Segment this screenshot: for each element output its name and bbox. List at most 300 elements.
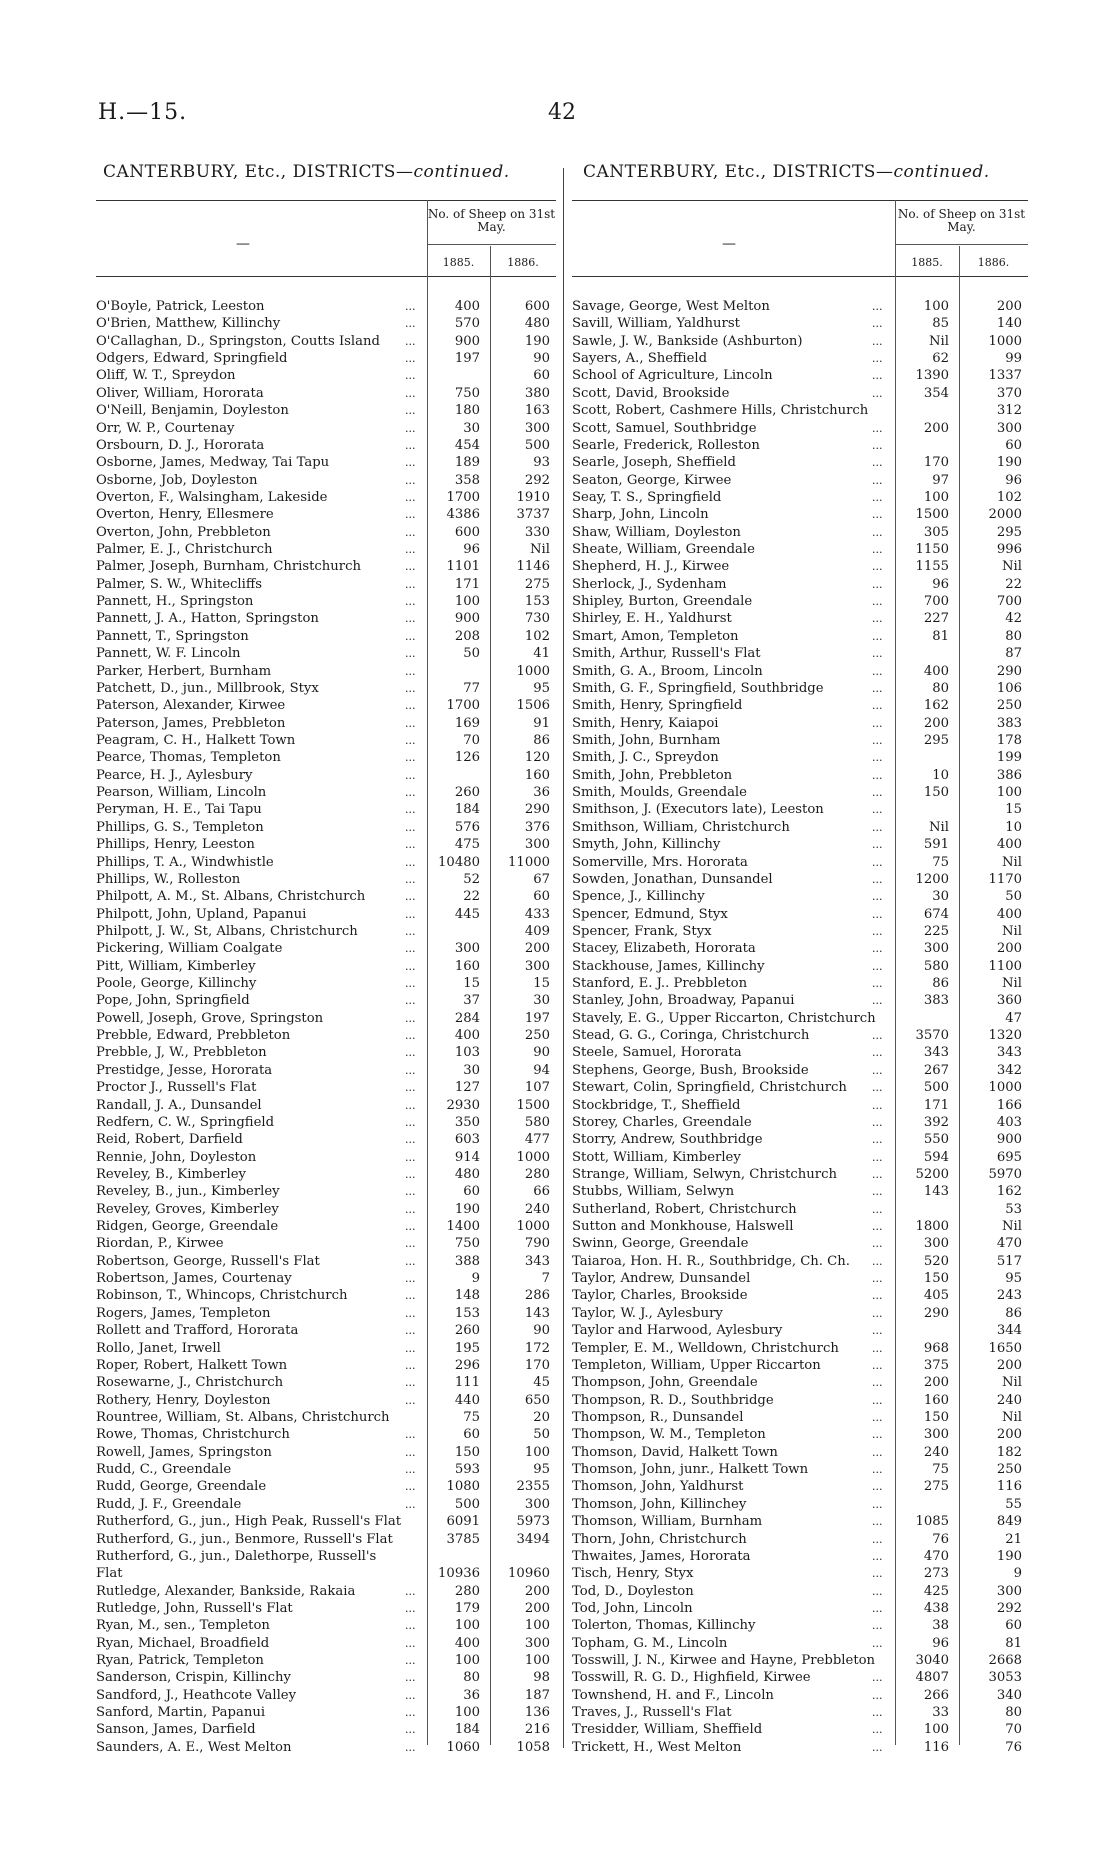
- sheep-1885: 148: [454, 1288, 480, 1304]
- leader-dots: ...: [405, 629, 416, 643]
- leader-dots: ...: [872, 1723, 883, 1737]
- leader-dots: ...: [872, 595, 883, 609]
- sheep-1885: 425: [923, 1583, 949, 1599]
- sheep-1885: 1400: [446, 1219, 480, 1235]
- leader-dots: ...: [872, 421, 883, 435]
- sheep-1885: 284: [454, 1010, 480, 1026]
- sheep-1886: 280: [524, 1166, 550, 1182]
- table-row: [572, 1010, 1028, 1027]
- owner-name: Paterson, Alexander, Kirwee: [96, 698, 286, 714]
- table-row: [96, 1687, 556, 1704]
- owner-name: Sanford, Martin, Papanui: [96, 1705, 266, 1721]
- owner-name: Spencer, Frank, Styx: [572, 923, 712, 939]
- leader-dots: ...: [405, 404, 416, 418]
- owner-name: Smith, Henry, Springfield: [572, 698, 743, 714]
- leader-dots: ...: [872, 820, 883, 834]
- sheep-count-header: No. of Sheep on 31st May.: [897, 207, 1026, 234]
- sheep-1885: 180: [454, 403, 480, 419]
- table-row: [572, 541, 1028, 558]
- owner-name: Philpott, J. W., St, Albans, Christchurch: [96, 923, 358, 939]
- sheep-1885: 50: [463, 646, 480, 662]
- owner-name: Taylor, Charles, Brookside: [572, 1288, 748, 1304]
- owner-name: Robertson, James, Courtenay: [96, 1271, 292, 1287]
- owner-name: Riordan, P., Kirwee: [96, 1236, 224, 1252]
- table-row: [96, 940, 556, 957]
- sheep-1885: 480: [454, 1166, 480, 1182]
- table-row: [572, 1097, 1028, 1114]
- sheep-1886: 3053: [988, 1670, 1022, 1686]
- sheep-1886: 300: [524, 1496, 550, 1512]
- owner-name: Stockbridge, T., Sheffield: [572, 1097, 741, 1113]
- owner-name: Rogers, James, Templeton: [96, 1305, 271, 1321]
- sheep-1886: 300: [524, 837, 550, 853]
- table-row: [572, 454, 1028, 471]
- sheep-1886: 1146: [516, 559, 550, 575]
- leader-dots: ...: [872, 1081, 883, 1095]
- sheep-1885: 400: [454, 1028, 480, 1044]
- table-row: [572, 1305, 1028, 1322]
- owner-name: O'Brien, Matthew, Killinchy: [96, 316, 281, 332]
- owner-name: Rutledge, John, Russell's Flat: [96, 1600, 293, 1616]
- leader-dots: ...: [872, 1567, 883, 1581]
- sheep-1885: 576: [454, 819, 480, 835]
- table-row: [572, 1253, 1028, 1270]
- owner-name: Traves, J., Russell's Flat: [572, 1705, 732, 1721]
- table-row: [572, 506, 1028, 523]
- sheep-1885: 100: [454, 594, 480, 610]
- sheep-1885: 171: [923, 1097, 949, 1113]
- owner-name: Smithson, William, Christchurch: [572, 819, 790, 835]
- leader-dots: ...: [872, 1272, 883, 1286]
- sheep-1886: 41: [533, 646, 550, 662]
- leader-dots: ...: [872, 612, 883, 626]
- table-row: [572, 1409, 1028, 1426]
- sheep-1886: 1500: [516, 1097, 550, 1113]
- sheep-1886: 178: [996, 732, 1022, 748]
- owner-name: Stacey, Elizabeth, Hororata: [572, 941, 756, 957]
- sheep-1886: 3737: [516, 507, 550, 523]
- sheep-1885: 358: [454, 472, 480, 488]
- table-row: [96, 524, 556, 541]
- leader-dots: ...: [872, 1463, 883, 1477]
- sheep-1886: 172: [524, 1340, 550, 1356]
- table-row: [96, 1201, 556, 1218]
- sheep-1885: 36: [463, 1687, 480, 1703]
- sheep-1886: 250: [524, 1028, 550, 1044]
- owner-name: Peagram, C. H., Halkett Town: [96, 732, 296, 748]
- sheep-1885: 1085: [915, 1514, 949, 1530]
- sheep-1886: 386: [996, 767, 1022, 783]
- table-row: [96, 819, 556, 836]
- sheep-1886: 66: [533, 1184, 550, 1200]
- sheep-1885: 3570: [915, 1028, 949, 1044]
- leader-dots: ...: [872, 1098, 883, 1112]
- name-column-header: —: [236, 236, 250, 252]
- owner-name: Sayers, A., Sheffield: [572, 351, 708, 367]
- leader-dots: ...: [405, 543, 416, 557]
- table-row: [96, 1235, 556, 1252]
- table-row: [572, 1478, 1028, 1495]
- sheep-1886: 94: [533, 1062, 550, 1078]
- sheep-1885: 190: [454, 1201, 480, 1217]
- heading-continued: continued.: [893, 162, 990, 182]
- sheep-1886: 1170: [988, 871, 1022, 887]
- owner-name: Pearce, H. J., Aylesbury: [96, 767, 253, 783]
- table-row: [96, 1270, 556, 1287]
- heading-text: CANTERBURY, Etc., DISTRICTS—: [583, 162, 894, 182]
- sheep-1885: 440: [454, 1392, 480, 1408]
- sheep-1885: 227: [923, 611, 949, 627]
- sheep-1885: 1101: [446, 559, 480, 575]
- sheep-1885: 22: [463, 889, 480, 905]
- table-row: [572, 1496, 1028, 1513]
- leader-dots: ...: [872, 716, 883, 730]
- table-row: [572, 854, 1028, 871]
- owner-name: Sanson, James, Darfield: [96, 1722, 256, 1738]
- sheep-1886: 50: [533, 1427, 550, 1443]
- table-row: [96, 1704, 556, 1721]
- leader-dots: ...: [405, 838, 416, 852]
- sheep-1886: 380: [524, 385, 550, 401]
- sheep-1886: 360: [996, 993, 1022, 1009]
- sheep-1885: 162: [923, 698, 949, 714]
- table-row: [572, 1114, 1028, 1131]
- sheep-1885: 100: [923, 1722, 949, 1738]
- sheep-1886: 403: [996, 1114, 1022, 1130]
- sheep-1885: 600: [454, 524, 480, 540]
- owner-name: Pannett, W. F. Lincoln: [96, 646, 241, 662]
- sheep-1885: 1800: [915, 1219, 949, 1235]
- sheep-1885: 60: [463, 1427, 480, 1443]
- owner-name: Sawle, J. W., Bankside (Ashburton): [572, 333, 803, 349]
- sheep-1885: 267: [923, 1062, 949, 1078]
- left-column-heading: [103, 162, 510, 182]
- leader-dots: ...: [405, 1324, 416, 1338]
- owner-name: Odgers, Edward, Springfield: [96, 351, 288, 367]
- owner-name: Osborne, Job, Doyleston: [96, 472, 258, 488]
- leader-dots: ...: [872, 890, 883, 904]
- sheep-1886: 409: [524, 923, 550, 939]
- owner-name: Prebble, Edward, Prebbleton: [96, 1028, 291, 1044]
- sheep-1886: 182: [996, 1444, 1022, 1460]
- owner-name: Scott, David, Brookside: [572, 385, 730, 401]
- leader-dots: ...: [405, 924, 416, 938]
- sheep-1885: 30: [932, 889, 949, 905]
- owner-name: Savage, George, West Melton: [572, 299, 770, 314]
- owner-name: Reid, Robert, Darfield: [96, 1132, 243, 1148]
- owner-name: Seaton, George, Kirwee: [572, 472, 732, 488]
- sheep-1886: 5973: [516, 1514, 550, 1530]
- sheep-1885: 103: [454, 1045, 480, 1061]
- table-row: [572, 680, 1028, 697]
- owner-name: Taylor, W. J., Aylesbury: [572, 1305, 723, 1321]
- leader-dots: ...: [872, 959, 883, 973]
- table-row: [96, 558, 556, 575]
- owner-name: Tisch, Henry, Styx: [572, 1566, 694, 1582]
- table-row: [572, 906, 1028, 923]
- sheep-1886: 170: [524, 1357, 550, 1373]
- sheep-1886: 1000: [988, 333, 1022, 349]
- sheep-1885: 350: [454, 1114, 480, 1130]
- leader-dots: ...: [405, 1445, 416, 1459]
- table-row: [96, 1583, 556, 1600]
- table-row: [96, 715, 556, 732]
- table-row: [96, 315, 556, 332]
- table-row: [572, 1739, 1028, 1756]
- table-row: [96, 472, 556, 489]
- leader-dots: ...: [872, 1393, 883, 1407]
- sheep-1886: 1337: [988, 368, 1022, 384]
- sheep-1885: 260: [454, 785, 480, 801]
- owner-name: Pitt, William, Kimberley: [96, 958, 256, 974]
- table-row: [572, 1027, 1028, 1044]
- leader-dots: ...: [872, 1150, 883, 1164]
- owner-name: Pannett, J. A., Hatton, Springston: [96, 611, 319, 627]
- leader-dots: ...: [872, 1411, 883, 1424]
- owner-name: Rennie, John, Doyleston: [96, 1149, 257, 1165]
- leader-dots: ...: [872, 1254, 883, 1268]
- table-row: [572, 1548, 1028, 1565]
- sheep-1886: 312: [996, 403, 1022, 419]
- table-row: [572, 315, 1028, 332]
- owner-name: Thompson, John, Greendale: [572, 1375, 758, 1391]
- owner-name: Pannett, H., Springston: [96, 594, 254, 610]
- sheep-1886: 102: [524, 628, 550, 644]
- heading-text: CANTERBURY, Etc., DISTRICTS—: [103, 162, 414, 182]
- leader-dots: ...: [405, 352, 416, 366]
- table-row: [572, 1149, 1028, 1166]
- sheep-1885: 968: [923, 1340, 949, 1356]
- sheep-1886: 790: [524, 1236, 550, 1252]
- table-row: [96, 1478, 556, 1495]
- sheep-1886: 91: [533, 715, 550, 731]
- leader-dots: ...: [405, 994, 416, 1008]
- owner-name: Overton, John, Prebbleton: [96, 524, 271, 540]
- sheep-1886: 300: [524, 420, 550, 436]
- table-row: [572, 732, 1028, 749]
- owner-name: Reveley, B., Kimberley: [96, 1166, 246, 1182]
- table-row: [96, 836, 556, 853]
- table-row: [572, 558, 1028, 575]
- leader-dots: ...: [872, 1115, 883, 1129]
- sheep-1885: 52: [463, 871, 480, 887]
- leader-dots: ...: [405, 751, 416, 765]
- sheep-1885: 195: [454, 1340, 480, 1356]
- sheep-1885: 10936: [438, 1566, 480, 1582]
- table-row: [96, 576, 556, 593]
- leader-dots: ...: [872, 1185, 883, 1199]
- sheep-1886: 286: [524, 1288, 550, 1304]
- sheep-1885: 383: [923, 993, 949, 1009]
- sheep-1885: Nil: [929, 333, 949, 349]
- owner-name: Stubbs, William, Selwyn: [572, 1184, 735, 1200]
- sheep-1886: 98: [533, 1670, 550, 1686]
- sheep-1886: 106: [996, 680, 1022, 696]
- year-1885-header: 1885.: [442, 256, 475, 269]
- owner-name: Smart, Amon, Templeton: [572, 628, 739, 644]
- leader-dots: ...: [872, 629, 883, 643]
- table-row: [572, 1617, 1028, 1634]
- sheep-1886: 102: [996, 489, 1022, 505]
- sheep-1885: 405: [923, 1288, 949, 1304]
- sheep-1885: 80: [463, 1670, 480, 1686]
- owner-name: Sowden, Jonathan, Dunsandel: [572, 871, 773, 887]
- sheep-1885: 33: [932, 1705, 949, 1721]
- sheep-1886: 190: [996, 1548, 1022, 1564]
- sheep-1886: 1910: [516, 489, 550, 505]
- owner-name: Philpott, A. M., St. Albans, Christchurch: [96, 889, 366, 905]
- sheep-1886: Nil: [1002, 1410, 1022, 1425]
- leader-dots: ...: [405, 1098, 416, 1112]
- leader-dots: ...: [872, 317, 883, 331]
- table-row: [96, 923, 556, 940]
- table-row: [96, 1305, 556, 1322]
- table-row: [96, 1444, 556, 1461]
- leader-dots: ...: [872, 1220, 883, 1234]
- owner-name: Rountree, William, St. Albans, Christchurch: [96, 1410, 390, 1425]
- sheep-1886: 7: [541, 1271, 550, 1287]
- owner-name: Smith, J. C., Spreydon: [572, 750, 719, 766]
- owner-name: Orr, W. P., Courtenay: [96, 420, 235, 436]
- table-head-rule: [96, 276, 556, 277]
- sheep-1886: 480: [524, 316, 550, 332]
- sheep-1885: 445: [454, 906, 480, 922]
- sheep-1886: 80: [1005, 1705, 1022, 1721]
- sheep-1885: 169: [454, 715, 480, 731]
- owner-name: Stephens, George, Bush, Brookside: [572, 1062, 809, 1078]
- table-row: [572, 1721, 1028, 1738]
- sheep-1885: 126: [454, 750, 480, 766]
- sheep-1886: 95: [533, 1462, 550, 1478]
- owner-name: Smith, G. A., Broom, Lincoln: [572, 663, 763, 679]
- sheep-1885: 15: [463, 976, 480, 992]
- sheep-1886: 60: [533, 368, 550, 384]
- owner-name: Shaw, William, Doyleston: [572, 524, 741, 540]
- sheep-1885: 200: [923, 715, 949, 731]
- sheep-1886: 600: [524, 299, 550, 314]
- table-row: [96, 784, 556, 801]
- leader-dots: ...: [872, 647, 883, 661]
- owner-name: Poole, George, Killinchy: [96, 976, 257, 992]
- sheep-1886: 250: [996, 698, 1022, 714]
- owner-name: Rutledge, Alexander, Bankside, Rakaia: [96, 1583, 356, 1599]
- owner-name: Pearce, Thomas, Templeton: [96, 750, 281, 766]
- sheep-1886: 60: [1005, 1618, 1022, 1634]
- leader-dots: ...: [405, 1029, 416, 1043]
- table-row: [572, 1044, 1028, 1061]
- sheep-1885: 75: [463, 1410, 480, 1425]
- sheep-1886: 10960: [508, 1566, 550, 1582]
- leader-dots: ...: [405, 1272, 416, 1286]
- table-rows: [96, 298, 556, 1756]
- sheep-1886: 60: [533, 889, 550, 905]
- sheep-1885: 197: [454, 351, 480, 367]
- sheep-1886: 143: [524, 1305, 550, 1321]
- owner-name: Rowe, Thomas, Christchurch: [96, 1427, 290, 1443]
- sheep-1885: 150: [454, 1444, 480, 1460]
- table-row: [96, 975, 556, 992]
- owner-name: Storey, Charles, Greendale: [572, 1114, 752, 1130]
- owner-name: Tod, D., Doyleston: [572, 1583, 694, 1599]
- sheep-1885: 375: [923, 1357, 949, 1373]
- sheep-1886: 42: [1005, 611, 1022, 627]
- sheep-1886: 100: [524, 1444, 550, 1460]
- sheep-1886: 90: [533, 1323, 550, 1339]
- leader-dots: ...: [405, 1063, 416, 1077]
- sheep-1885: 10480: [438, 854, 480, 870]
- leader-dots: ...: [872, 1306, 883, 1320]
- table-row: [96, 385, 556, 402]
- leader-dots: ...: [872, 924, 883, 938]
- owner-name: Smith, G. F., Springfield, Southbridge: [572, 680, 824, 696]
- sheep-1885: 208: [454, 628, 480, 644]
- leader-dots: ...: [872, 838, 883, 852]
- sheep-1885: 153: [454, 1305, 480, 1321]
- table-row: [572, 1166, 1028, 1183]
- table-row: [96, 1461, 556, 1478]
- table-row: [96, 1513, 556, 1530]
- owner-name: Rutherford, G., jun., Dalethorpe, Russell's: [96, 1548, 377, 1564]
- sheep-1885: 354: [923, 385, 949, 401]
- sheep-1886: 166: [996, 1097, 1022, 1113]
- sheep-1886: 200: [996, 299, 1022, 314]
- sheep-1885: 38: [932, 1618, 949, 1634]
- leader-dots: ...: [405, 1688, 416, 1702]
- sheep-1886: 93: [533, 455, 550, 471]
- table-row: [572, 1635, 1028, 1652]
- owner-name: Thompson, W. M., Templeton: [572, 1427, 766, 1443]
- table-row: [572, 1704, 1028, 1721]
- leader-dots: ...: [405, 820, 416, 834]
- owner-name: Reveley, Groves, Kimberley: [96, 1201, 279, 1217]
- table-row: [96, 1131, 556, 1148]
- owner-name: Palmer, Joseph, Burnham, Christchurch: [96, 559, 361, 575]
- leader-dots: ...: [872, 1636, 883, 1650]
- leader-dots: ...: [405, 508, 416, 522]
- sheep-1885: 1060: [446, 1739, 480, 1755]
- sheep-1886: 300: [524, 1635, 550, 1651]
- sheep-1885: 1700: [446, 489, 480, 505]
- leader-dots: ...: [405, 1358, 416, 1372]
- sheep-1885: 1390: [915, 368, 949, 384]
- sheep-1886: 47: [1005, 1010, 1022, 1026]
- owner-name: Thwaites, James, Hororata: [572, 1548, 751, 1564]
- sheep-1885: 550: [923, 1132, 949, 1148]
- leader-dots: ...: [405, 1740, 416, 1754]
- left-table: [96, 200, 556, 1755]
- leader-dots: ...: [872, 352, 883, 366]
- leader-dots: ...: [872, 1740, 883, 1754]
- table-row: [572, 975, 1028, 992]
- sheep-1886: 340: [996, 1687, 1022, 1703]
- sheep-1886: 342: [996, 1062, 1022, 1078]
- table-row: [96, 854, 556, 871]
- table-row: [572, 402, 1028, 419]
- sheep-1886: 470: [996, 1236, 1022, 1252]
- owner-name: Ryan, M., sen., Templeton: [96, 1618, 270, 1634]
- table-row: [96, 1496, 556, 1513]
- leader-dots: ...: [872, 1480, 883, 1494]
- owner-name: Stackhouse, James, Killinchy: [572, 958, 765, 974]
- sheep-1886: 1000: [516, 1149, 550, 1165]
- table-row: [572, 385, 1028, 402]
- table-row: [572, 1235, 1028, 1252]
- leader-dots: ...: [405, 1202, 416, 1216]
- table-row: [572, 1600, 1028, 1617]
- owner-name: Ryan, Patrick, Templeton: [96, 1653, 264, 1669]
- sheep-1886: 81: [1005, 1635, 1022, 1651]
- sheep-1885: 300: [923, 1427, 949, 1443]
